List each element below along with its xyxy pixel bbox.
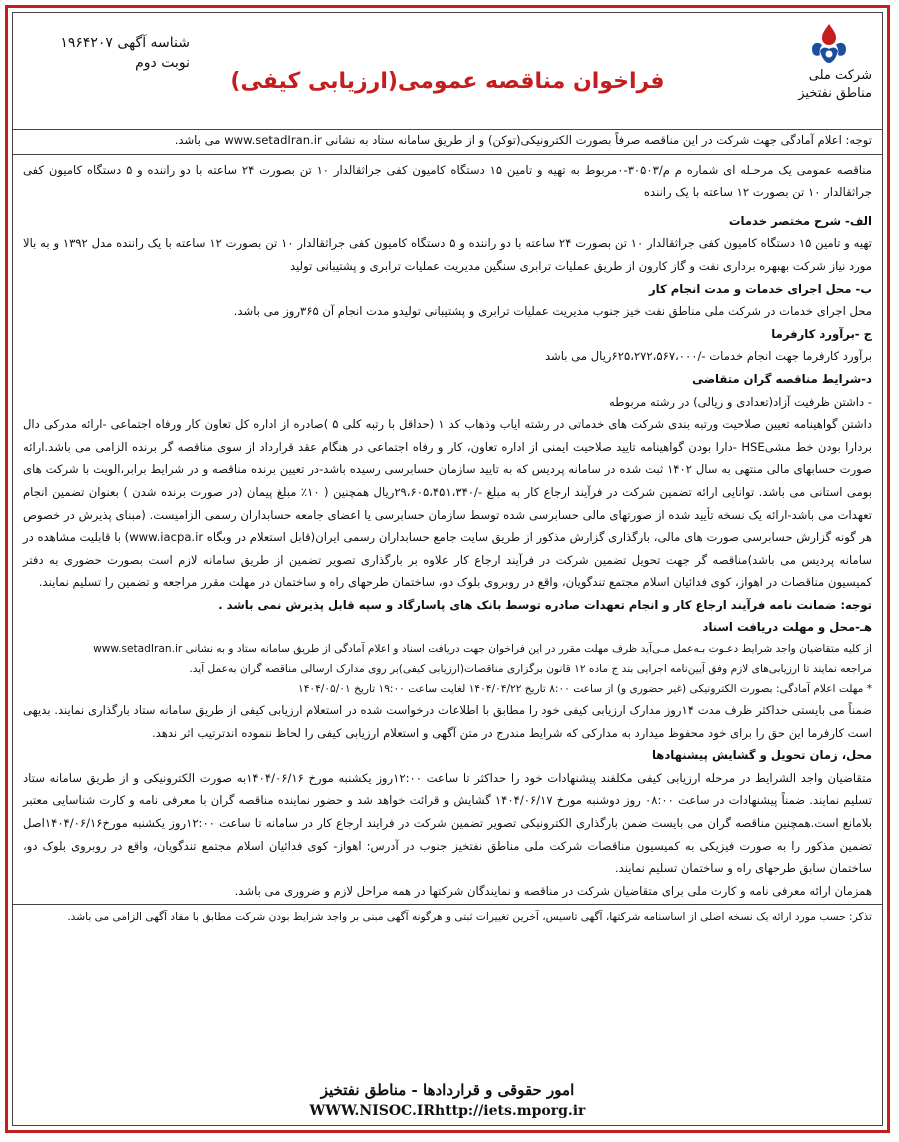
section-b-title: ب- محل اجرای خدمات و مدت انجام کار	[648, 281, 872, 296]
note-electronic: توجه: اعلام آمادگی جهت شرکت در این مناقصه صرفاً بصورت الکترونیکی(توکن) و از طریق سامانه ستاد به نشانی www.setadIran.ir می باشد.	[174, 133, 872, 147]
notice-id: شناسه آگهی ۱۹۶۴۲۰۷	[60, 35, 190, 51]
footer-website[interactable]: WWW.NISOC.IRhttp://iets.mporg.ir	[309, 1103, 586, 1119]
section-d-text: داشتن گواهینامه تعیین صلاحیت ورتبه بندی شرکت های خدماتی در رشته ایاب وذهاب کد ۱ (حداقل با رتبه کلی ۵ )صادره از اداره کل تعاون کار ورفاه اجتماعی -ارائه مدرکی دال بردارا بودن خط مشیHSE -دارا بودن گواهینامه تایید صلاحیت ایمنی از اداره تعاون، کار و رفاه اجتماعی در هنگام عقد قرارداد از سوی مناقصه گر برنده الزامی می باشد.ارائه صورت حسابهای مالی منتهی به سال ۱۴۰۲ ثبت شده در سامانه پردیس که به تایید سازمان حسابرسی رسیده باشد-در تعیین برنده مناقصه و در شرایط برابر،الویت با شرکت های بومی استانی می باشد. توانایی ارائه تضمین شرکت در فرآیند ارجاع کار به مبلغ -/۲۹،۶۰۵،۴۵۱،۳۴۰ریال همچنین ( ۱۰٪ مبلغ پیمان (در صورت برنده شدن ) بعنوان تضمین انجام تعهدات می باشد-ارائه یک نسخه تأیید شده از صورتهای مالی حسابرسی شده توسط سازمان حسابرسی یا اعضای جامعه حسابداران رسمی الزامیست. (مبنای پذیرش در خصوص هر گونه گزارش حسابرسی صورت های مالی، بارگذاری گزارش مذکور از طریق سایت جامع حسابداران رسمی ایران(قابل استعلام در وبگاه www.iacpa.ir) با قابلیت مشاهده در سامانه پردیس می باشد)مناقصه گر جهت تحویل تضمین شرکت در فرآیند ارجاع کار علاوه بر بارگذاری تصویر تضمین از طریق سامانه لازم است بصورت حضوری به دفتر کمیسیون مناقصات در اهواز، کوی فدائیان اسلام مجتمع تندگویان، واقع در روبروی بلوک دو، ساختمان طرحهای راه و ساختمان در مهلت مقرر مراجعه و تضمین را تسلیم نمایند.	[23, 417, 873, 590]
section-e-title: هـ-محل و مهلت دریافت اسناد	[702, 620, 872, 635]
section-f-note: همزمان ارائه معرفی نامه و کارت ملی برای متقاضیان شرکت در مناقصه و نمایندگان شرکتها در همه مراحل لازم و ضروری می باشد.	[234, 883, 872, 898]
note-guarantee: توجه: ضمانت نامه فرآیند ارجاع کار و انجام تعهدات صادره توسط بانک های پاسارگاد و سپه قابل پذیرش نمی باشد .	[218, 597, 872, 612]
section-c-title: ج -برآورد کارفرما	[771, 326, 872, 341]
section-a-text: تهیه و تامین ۱۵ دستگاه کامیون کفی جراثقالدار ۱۰ تن بصورت ۲۴ ساعته با دو راننده و ۵ دستگاه کامیون کفی جراثقالدار ۱۰ تن بصورت ۱۲ ساعته با یک راننده مدل ۱۳۹۲ و به بالا مورد نیاز شرکت بهبهره برداری نفت و گاز کارون از طریق عملیات ترابری سنگین مدیریت عملیات ترابری و پشتیبانی تولید	[23, 236, 872, 273]
tender-intro: مناقصه عمومی یک مرحـله ای شماره م م/۳۰۵۰۳-۰مربوط به تهیه و تامین ۱۵ دستگاه کامیون کفی جراثقالدار ۱۰ تن بصورت ۲۴ ساعته با دو راننده و ۵ دستگاه کامیون کفی جراثقالدار ۱۰ تن بصورت ۱۲ ساعته با یک راننده	[23, 162, 872, 200]
notice-body	[13, 129, 882, 1125]
nioc-logo-icon	[806, 21, 852, 67]
reminder: تذکر: حسب مورد ارائه یک نسخه اصلی از اساسنامه شرکتها، آگهی تاسیس، آخرین تغییرات ثبتی و هرگونه آگهی مبنی بر واجد شرایط بودن شرکت مطابق با مفاد آگهی الزامی می باشد.	[67, 911, 872, 924]
footer	[13, 1081, 882, 1119]
notice-frame	[5, 5, 890, 1133]
org-name-line1: شرکت ملی	[808, 68, 872, 83]
section-f-title: محل، زمان تحویل و گشایش پیشنهادها	[651, 748, 872, 763]
footer-department: امور حقوقی و قراردادها - مناطق نفتخیز	[320, 1081, 575, 1099]
section-e-text2: مراجعه نمایند تا ارزیابی‌های لازم وفق آیین‌نامه اجرایی بند ج ماده ۱۲ قانون برگزاری مناقصات(ارزیابی کیفی)بر روی مدارک ارسالی مناقصه گران به‌عمل آید.	[189, 663, 872, 676]
org-name-line2: مناطق نفتخیز	[798, 86, 872, 101]
section-b-text: محل اجرای خدمات در شرکت ملی مناطق نفت خیز جنوب مدیریت عملیات ترابری و پشتیبانی تولیدو مدت انجام آن ۳۶۵روز می باشد.	[233, 304, 872, 319]
section-d-title: د-شرایط مناقصه گران متقاضی	[692, 371, 872, 386]
section-f-text: متقاضیان واجد الشرایط در مرحله ارزیابی کیفی مکلفند پیشنهادات خود را حداکثر تا ساعت ۱۲:۰۰روز یکشنبه مورخ ۱۴۰۴/۰۶/۱۶به صورت الکترونیکی و از طریق سامانه ستاد تسلیم نمایند. ضمناً پیشنهادات در ساعت ۰۸:۰۰ روز دوشنبه مورخ ۱۴۰۴/۰۶/۱۷ گشایش و قرائت خواهد شد و حضور نماینده مناقصه گران با معرفی نامه و کارت شناسایی معتبر بلامانع است.همچنین مناقصه گران می بایست ضمن بارگذاری الکترونیکی تصویر تضمین شرکت در فرایند ارجاع کار در سامانه تا ساعت ۱۲:۰۰روز یکشنبه مورخ۱۴۰۴/۰۶/۱۶اصل تضمین مذکور را به صورت فیزیکی به کمیسیون مناقصات شرکت ملی مناطق نفتخیز جنوب در آدرس: اهواز- کوی فدائیان اسلام مجتمع تندگویان، واقع در روبروی بلوک دو، ساختمان سابق طرحهای راه و ساختمان تسلیم نمایند.	[23, 770, 873, 876]
notice-title: فراخوان مناقصه عمومی(ارزیابی کیفی)	[230, 69, 665, 94]
divider	[13, 904, 882, 905]
section-d-item: - داشتن ظرفیت آزاد(تعدادی و ریالی) در رشته مربوطه	[609, 394, 872, 409]
notice-inner	[12, 12, 883, 1126]
divider	[13, 154, 882, 155]
company-logo-block	[762, 21, 874, 125]
deadline: * مهلت اعلام آمادگی: بصورت الکترونیکی (غیر حضوری و) از ساعت ۸:۰۰ تاریخ ۱۴۰۴/۰۴/۲۲ لغایت ساعت ۱۹:۰۰ تاریخ ۱۴۰۴/۰۵/۰۱	[298, 683, 872, 696]
section-c-text: برآورد کارفرما جهت انجام خدمات -/۶۲۵،۲۷۲،۵۶۷،۰۰۰ریال می باشد	[544, 349, 872, 364]
notice-round: نوبت دوم	[135, 55, 190, 71]
deadline-text: ضمناً می بایستی حداکثر ظرف مدت ۱۴روز مدارک ارزیابی کیفی خود را مطابق با اطلاعات درخواست شده در استعلام ارزیابی کیفی از طریق سامانه ستاد بارگذاری نمایند. بدیهی است کارفرما این حق را برای خود محفوظ میدارد به مدارکی که شرایط مندرج در متن آگهی و استعلام ارزیابی کیفی را لحاظ ننموده اندترتیب اثر ندهد.	[23, 703, 873, 740]
header	[13, 13, 882, 130]
notice-id-block	[25, 33, 190, 73]
section-e-text1: از کلیه متقاضیان واجد شرایط دعـوت بـه‌عمل مـی‌آید ظرف مهلت مقرر در این فراخوان جهت دریافت اسناد و اعلام آمادگی از طریق سامانه ستاد و به نشانی www.setadIran.ir	[93, 643, 872, 656]
section-a-title: الف- شرح مختصر خدمات	[728, 213, 872, 228]
